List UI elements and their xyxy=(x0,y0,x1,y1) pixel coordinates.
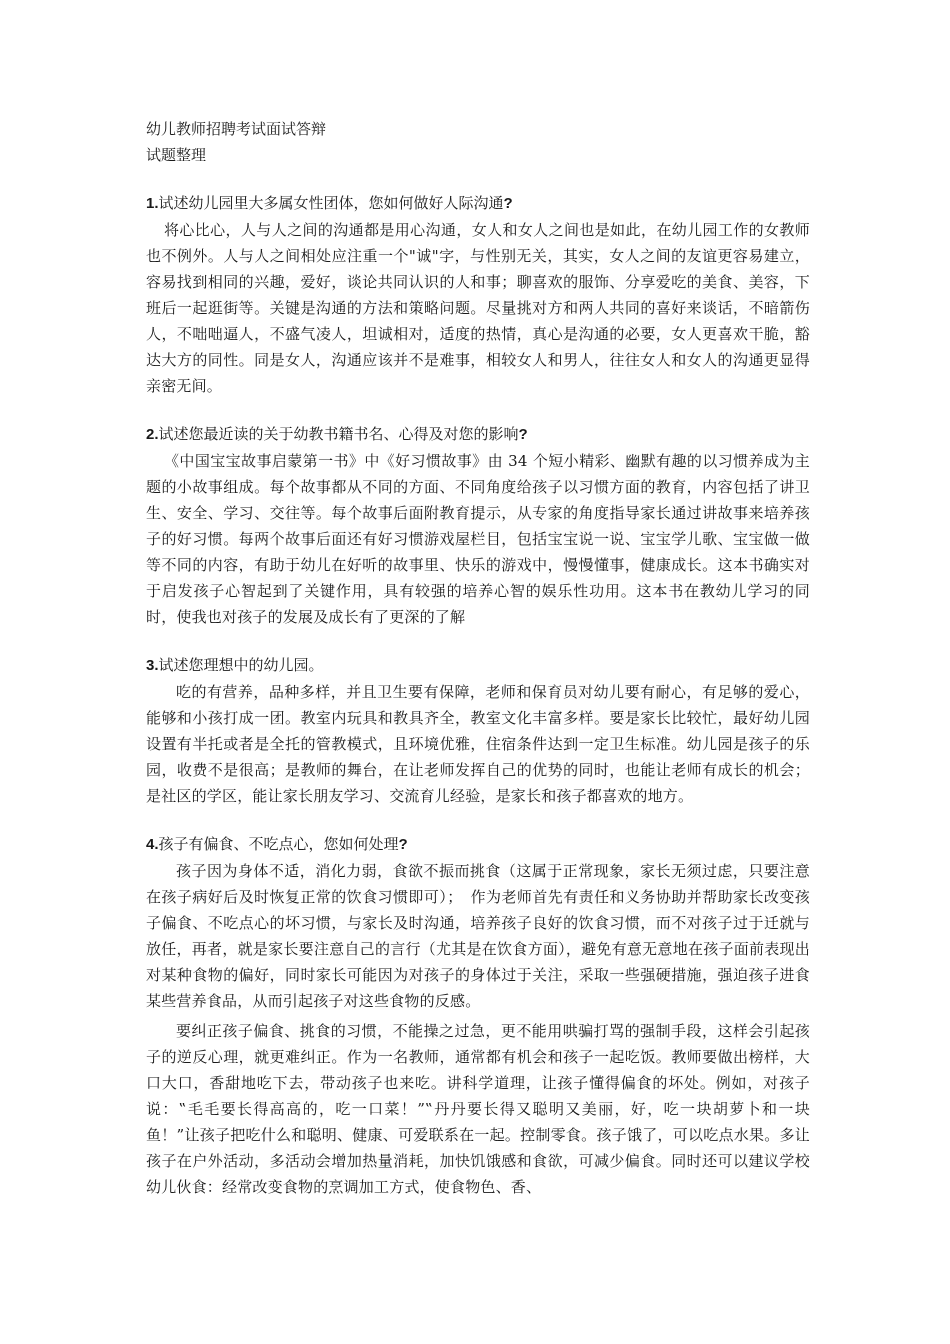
document-subtitle: 试题整理 xyxy=(146,146,207,164)
answer-paragraph: 要纠正孩子偏食、挑食的习惯，不能操之过急，更不能用哄骗打骂的强制手段，这样会引起孩子的逆反心理，就更难纠正。作为一名教师，通常都有机会和孩子一起吃饭。教师要做出榜样，大口大口，香甜地吃下去，带动孩子也来吃。讲科学道理，让孩子懂得偏食的坏处。例如，对孩子说：‟毛毛要长得高高的，吃一口菜！”‟丹丹要长得又聪明又美丽，好，吃一块胡萝卜和一块鱼！”让孩子把吃什么和聪明、健康、可爱联系在一起。控制零食。孩子饿了，可以吃点水果。多让孩子在户外活动，多活动会增加热量消耗，加快饥饿感和食欲，可减少偏食。同时还可以建议学校幼儿伙食：经常改变食物的烹调加工方式，使食物色、香、 xyxy=(146,1022,810,1196)
question-mark: ? xyxy=(503,195,513,212)
answer-paragraph: 吃的有营养，品种多样，并且卫生要有保障，老师和保育员对幼儿要有耐心，有足够的爱心，能够和小孩打成一团。教室内玩具和教具齐全，教室文化丰富多样。要是家长比较忙，最好幼儿园设置有半托或者是全托的管教模式，且环境优雅，住宿条件达到一定卫生标准。幼儿园是孩子的乐园，收费不是很高；是教师的舞台，在让老师发挥自己的优势的同时，也能让老师有成长的机会；是社区的学区，能让家长朋友学习、交流育儿经验，是家长和孩子都喜欢的地方。 xyxy=(146,683,810,805)
question-mark: ? xyxy=(518,426,528,443)
answer-paragraph: 将心比心，人与人之间的沟通都是用心沟通，女人和女人之间也是如此，在幼儿园工作的女教师也不例外。人与人之间相处应注重一个"诚"字，与性别无关，其实，女人之间的友谊更容易建立，容易找到相同的兴趣，爱好，谈论共同认识的人和事；聊喜欢的服饰、分享爱吃的美食、美容，下班后一起逛街等。关键是沟通的方法和策略问题。尽量挑对方和两人共同的喜好来谈话，不暗箭伤人，不咄咄逼人，不盛气凌人，坦诚相对，适度的热情，真心是沟通的必要，女人更喜欢干脆，豁达大方的同性。同是女人，沟通应该并不是难事，相较女人和男人，往往女人和女人的沟通更显得亲密无间。 xyxy=(146,221,810,395)
question-heading xyxy=(146,831,810,858)
question-heading xyxy=(146,190,810,217)
section-4 xyxy=(146,831,810,1200)
question-number: 2. xyxy=(146,426,159,443)
question-number: 4. xyxy=(146,836,159,853)
answer-paragraph: 孩子因为身体不适，消化力弱，食欲不振而挑食（这属于正常现象，家长无须过虑，只要注意在孩子病好后及时恢复正常的饮食习惯即可）； 作为老师首先有责任和义务协助并帮助家长改变孩子偏食、不吃点心的坏习惯，与家长及时沟通，培养孩子良好的饮食习惯，而不对孩子过于迁就与放任，再者，就是家长要注意自己的言行（尤其是在饮食方面），避免有意无意地在孩子面前表现出对某种食物的偏好，同时家长可能因为对孩子的身体过于关注，采取一些强硬措施，强迫孩子进食某些营养食品，从而引起孩子对这些食物的反感。 xyxy=(146,862,810,1010)
question-text: 试述幼儿园里大多属女性团体，您如何做好人际沟通 xyxy=(158,194,504,212)
document-page xyxy=(146,116,810,1200)
section-2 xyxy=(146,421,810,630)
section-3 xyxy=(146,652,810,809)
question-number: 1. xyxy=(146,195,159,212)
question-text: 试述您理想中的幼儿园。 xyxy=(158,656,324,674)
question-heading xyxy=(146,421,810,448)
document-title: 幼儿教师招聘考试面试答辩 xyxy=(146,120,327,138)
question-heading xyxy=(146,652,810,679)
question-number: 3. xyxy=(146,657,159,674)
question-text: 试述您最近读的关于幼教书籍书名、心得及对您的影响 xyxy=(158,425,519,443)
question-text: 孩子有偏食、不吃点心，您如何处理 xyxy=(158,835,399,853)
section-1 xyxy=(146,190,810,399)
answer-paragraph: 《中国宝宝故事启蒙第一书》中《好习惯故事》由 34 个短小精彩、幽默有趣的以习惯养成为主题的小故事组成。每个故事都从不同的方面、不同角度给孩子以习惯方面的教育，内容包括了讲卫生、安全、学习、交往等。每个故事后面附教育提示，从专家的角度指导家长通过讲故事来培养孩子的好习惯。每两个故事后面还有好习惯游戏屋栏目，包括宝宝说一说、宝宝学儿歌、宝宝做一做等不同的内容，有助于幼儿在好听的故事里、快乐的游戏中，慢慢懂事，健康成长。这本书确实对于启发孩子心智起到了关键作用，具有较强的培养心智的娱乐性功用。这本书在教幼儿学习的同时，使我也对孩子的发展及成长有了更深的了解 xyxy=(146,452,810,626)
question-mark: ? xyxy=(398,836,408,853)
